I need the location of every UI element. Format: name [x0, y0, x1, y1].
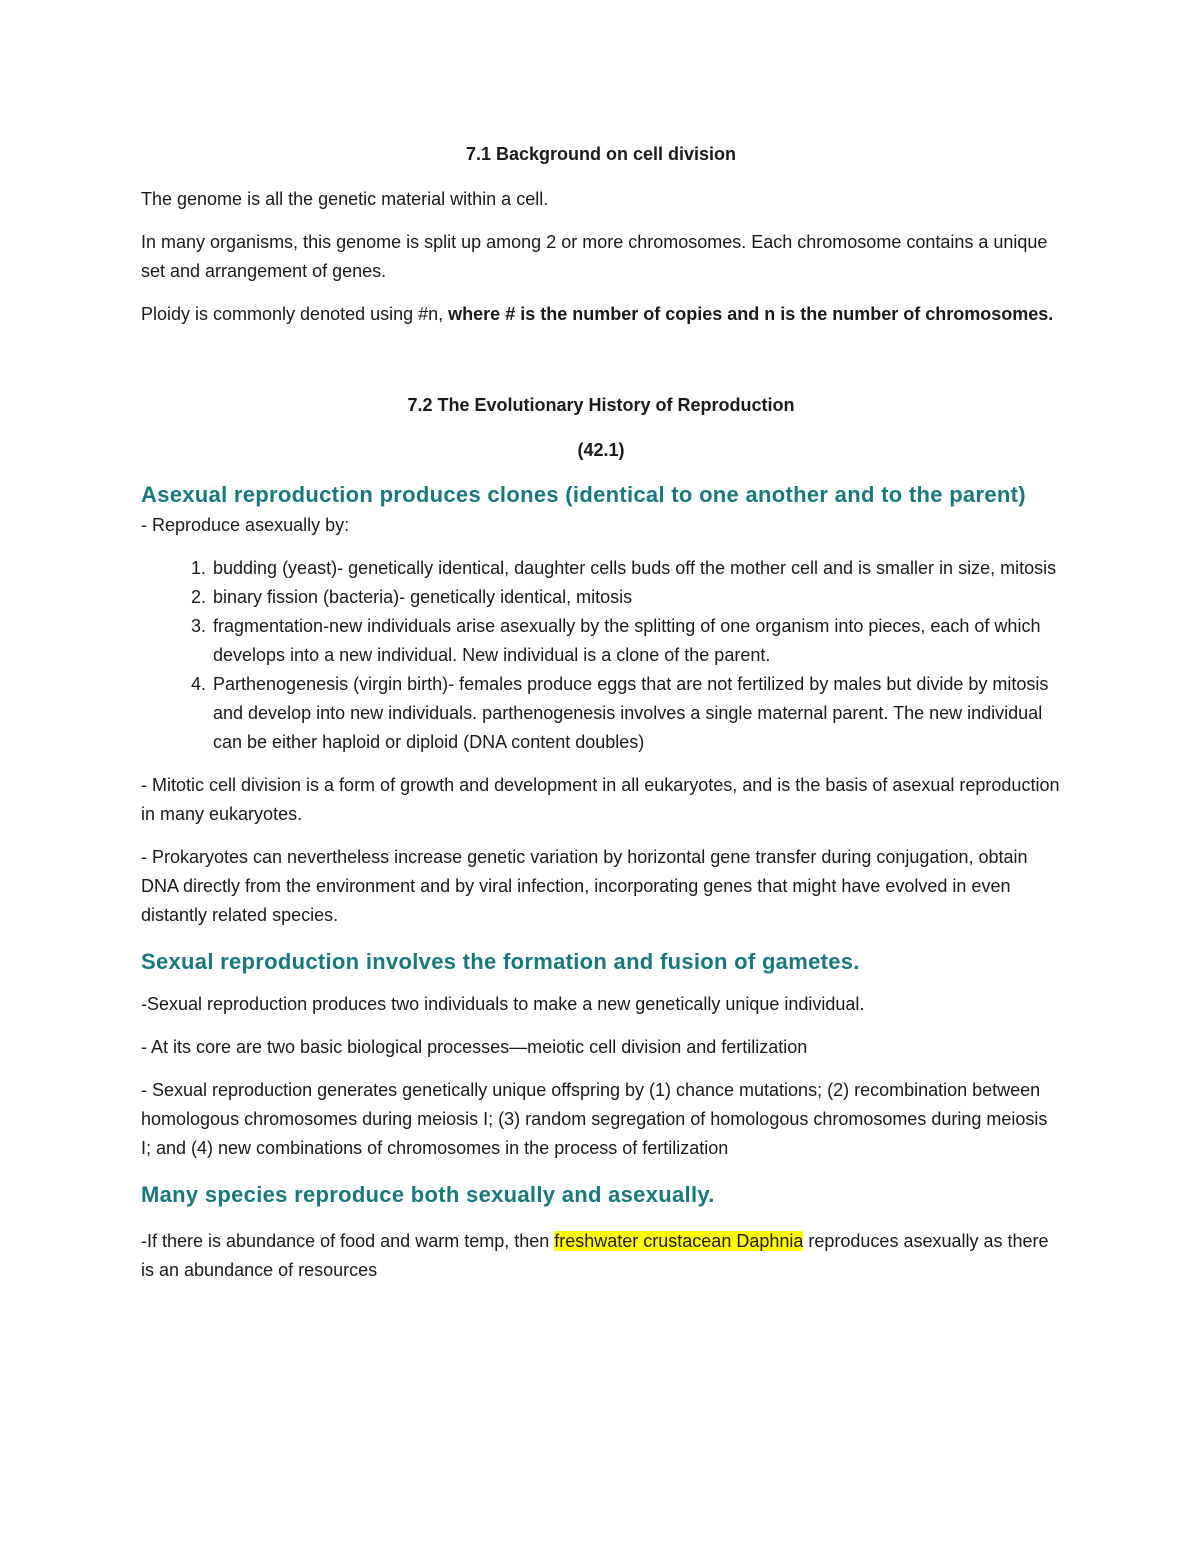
- list-item-parthenogenesis: 4. Parthenogenesis (virgin birth)- females produce eggs that are not fertilized by males but divide by mitosis and develop into new individuals. parthenogenesis involves a single maternal parent. The new individual can be either haploid or diploid (DNA content doubles): [211, 670, 1061, 757]
- paragraph-sexual-variation: - Sexual reproduction generates genetically unique offspring by (1) chance mutations; (2) recombination between homologous chromosomes during meiosis I; (3) random segregation of homologous chromosomes during meiosis I; and (4) new combinations of chromosomes in the process of fertilization: [141, 1080, 1048, 1158]
- paragraph-sexual-core-processes: - At its core are two basic biological processes—meiotic cell division and fertilization: [141, 1037, 808, 1057]
- heading-asexual-reproduction: Asexual reproduction produces clones (identical to one another and to the parent): [141, 482, 1026, 507]
- list-item-fragmentation: 3. fragmentation-new individuals arise asexually by the splitting of one organism into pieces, each of which develops into a new individual. New individual is a clone of the parent.: [211, 612, 1061, 670]
- daphnia-highlight: freshwater crustacean Daphnia: [554, 1231, 804, 1251]
- heading-both-reproduction: Many species reproduce both sexually and asexually.: [141, 1182, 715, 1207]
- list-item-budding: 1. budding (yeast)- genetically identical, daughter cells buds off the mother cell and is smaller in size, mitosis: [211, 554, 1061, 583]
- paragraph-daphnia: [141, 1227, 1061, 1285]
- page-content: [141, 140, 1061, 1285]
- section-title-7-2: 7.2 The Evolutionary History of Reproduction: [407, 395, 795, 415]
- ploidy-plain-text: Ploidy is commonly denoted using #n,: [141, 304, 449, 324]
- list-item-binary-fission: 2. binary fission (bacteria)- genetically identical, mitosis: [211, 583, 1061, 612]
- section-subtitle-42-1: (42.1): [577, 440, 625, 460]
- paragraph-mitotic-division: - Mitotic cell division is a form of growth and development in all eukaryotes, and is the basis of asexual reproduction in many eukaryotes.: [141, 775, 1060, 824]
- paragraph-chromosomes: In many organisms, this genome is split up among 2 or more chromosomes. Each chromosome contains a unique set and arrangement of genes.: [141, 232, 1048, 281]
- paragraph-asexual-intro: - Reproduce asexually by:: [141, 515, 350, 535]
- daphnia-text-before: -If there is abundance of food and warm temp, then: [141, 1231, 555, 1251]
- paragraph-genome-definition: The genome is all the genetic material within a cell.: [141, 189, 549, 209]
- ploidy-bold-text: where # is the number of copies and n is the number of chromosomes.: [448, 304, 1054, 324]
- paragraph-sexual-individuals: -Sexual reproduction produces two individuals to make a new genetically unique individual.: [141, 994, 865, 1014]
- paragraph-ploidy: [141, 300, 1061, 329]
- paragraph-prokaryotes: - Prokaryotes can nevertheless increase genetic variation by horizontal gene transfer during conjugation, obtain DNA directly from the environment and by viral infection, incorporating genes that might have evolved in even distantly related species.: [141, 847, 1028, 925]
- section-title-7-1: 7.1 Background on cell division: [465, 144, 737, 164]
- asexual-methods-list: [141, 554, 1061, 757]
- heading-sexual-reproduction: Sexual reproduction involves the formation and fusion of gametes.: [141, 949, 860, 974]
- daphnia-text-after: reproduces asexually as there is an abundance of resources: [141, 1231, 1049, 1280]
